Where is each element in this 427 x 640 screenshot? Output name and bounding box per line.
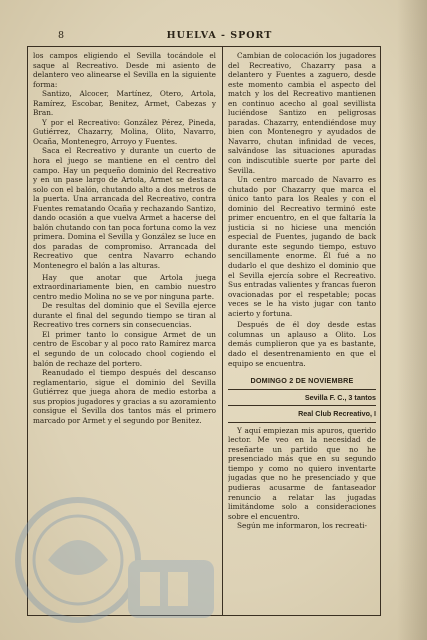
paragraph: Cambian de colocación los jugadores del Recreativo, Chazarry pasa a delantero y Fuentes a zaguero, desde este momento cambia el aspecto del match y los del Recreativo mantienen en continuo acecho al goal sevillista luciéndose Santizo en peligrosas paradas. Chazarry, entendiéndose muy bien con Montenegro y ayudados de Navarro, chutan infinidad de veces, salvándose las situaciones apuradas con indiscutible suerte por parte del Sevilla. <box>228 51 376 175</box>
paragraph: Santizo, Alcocer, Martínez, Otero, Artola, Ramírez, Escobar, Benitez, Armet, Cabezas y Bran. <box>33 89 216 118</box>
paragraph: El primer tanto lo consigue Armet de un centro de Escobar y al poco rato Ramírez marca el segundo de un colocado chool cogiendo el balón de rechaze del portero. <box>33 329 216 368</box>
rule-line <box>228 422 376 423</box>
paragraph: Y aquí empiezan mis apuros, querido lector. Me veo en la necesidad de reseñarte un partido que no he presenciado más que en su segundo tiempo y como no quiero inventarte jugadas que no he presenciado y que pudieras acusarme de fantaseador renuncio a relatar las jugadas limitándome solo a consideraciones sobre el encuentro. <box>228 425 376 521</box>
paragraph: Hay que anotar que Artola juega extraordinariamente bien, en cambio nuestro centro medio Molina no se ve por ninguna parte. <box>33 272 216 301</box>
match-date-heading: DOMINGO 2 DE NOVIEMBRE <box>250 376 354 386</box>
page-number: 8 <box>58 30 65 41</box>
paragraph: De resultas del dominio que el Sevilla ejerce durante el final del segundo tiempo se tiran al Recreativo tres corners sin consecuencias. <box>33 301 216 330</box>
paragraph: los campos eligiendo el Sevilla tocándole el saque al Recreativo. Desde mi asiento de delantero veo alinearse el Sevilla en la siguiente forma: <box>33 51 216 89</box>
page-header <box>58 30 381 44</box>
paragraph: Saca el Recreativo y durante un cuerto de hora el juego se mantiene en el centro del campo. Hay un pequeño dominio del Recreativo y en un pase largo de Artola, Armet se destaca solo con el balón, chutando alto a dos metros de la puerta. Una arrancada del Recreativo, contra Fuentes rematando Ocaña y rechazando Santizo, dando ocasión a que vuelva Armet a hacerse del balón chutando con tan poca fortuna como la vez primera. Domina el Sevilla y González se luce en dos paradas de compromiso. Arrancada del Recreativo que centra Navarro echando Montenegro el balón a las alturas. <box>33 146 216 271</box>
rule-line <box>228 405 376 406</box>
left-column <box>33 51 216 611</box>
running-title: HUELVA - SPORT <box>166 30 273 41</box>
match-result-team2: Real Club Recreativo, I <box>298 409 376 419</box>
paragraph: Después de él doy desde estas columnas un aplauso a Olito. Los demás cumplieron que ya es bastante, dado el desentrenamiento en que el equipo se encuentra. <box>228 320 376 368</box>
column-divider <box>222 47 223 615</box>
page-edge-shadow <box>397 0 427 640</box>
right-column <box>228 51 376 611</box>
rule-line <box>228 389 376 390</box>
paragraph: Y por el Recreativo: González Pérez, Pineda, Gutiérrez, Chazarry, Molina, Olito, Navarro, Ocaña, Montenegro, Arroyo y Fuentes. <box>33 117 216 146</box>
text-frame <box>27 46 381 616</box>
paragraph: Un centro marcado de Navarro es chutado por Chazarry que marca el único tanto para los Reales y con el dominio del Recreativo terminó este primer encuentro, en el que faltaría la justicia si no hiciese una mención especial de Fuentes, jugando de back durante este segundo tiempo, estuvo sencillamente enorme. Él fué a no dudarlo el que deshizo el dominio que el Sevilla ejercía sobre el Recreativo. Sus entradas valientes y francas fueron ovacionadas por el respetable; pocas veces se le ha visto jugar con tanto acierto y fortuna. <box>228 175 376 318</box>
match-result-team1: Sevilla F. C., 3 tantos <box>304 392 376 402</box>
paragraph: Reanudado el tiempo después del descanso reglamentario, sigue el dominio del Sevilla Gutiérrez que juega ahora de medio estorba a sus propios jugadores y gracias a su azoramiento consigue el Sevilla dos tantos más el primero marcado por Armet y el segundo por Benitez. <box>33 368 216 425</box>
paragraph: Según me informaron, los recreati- <box>237 521 367 531</box>
